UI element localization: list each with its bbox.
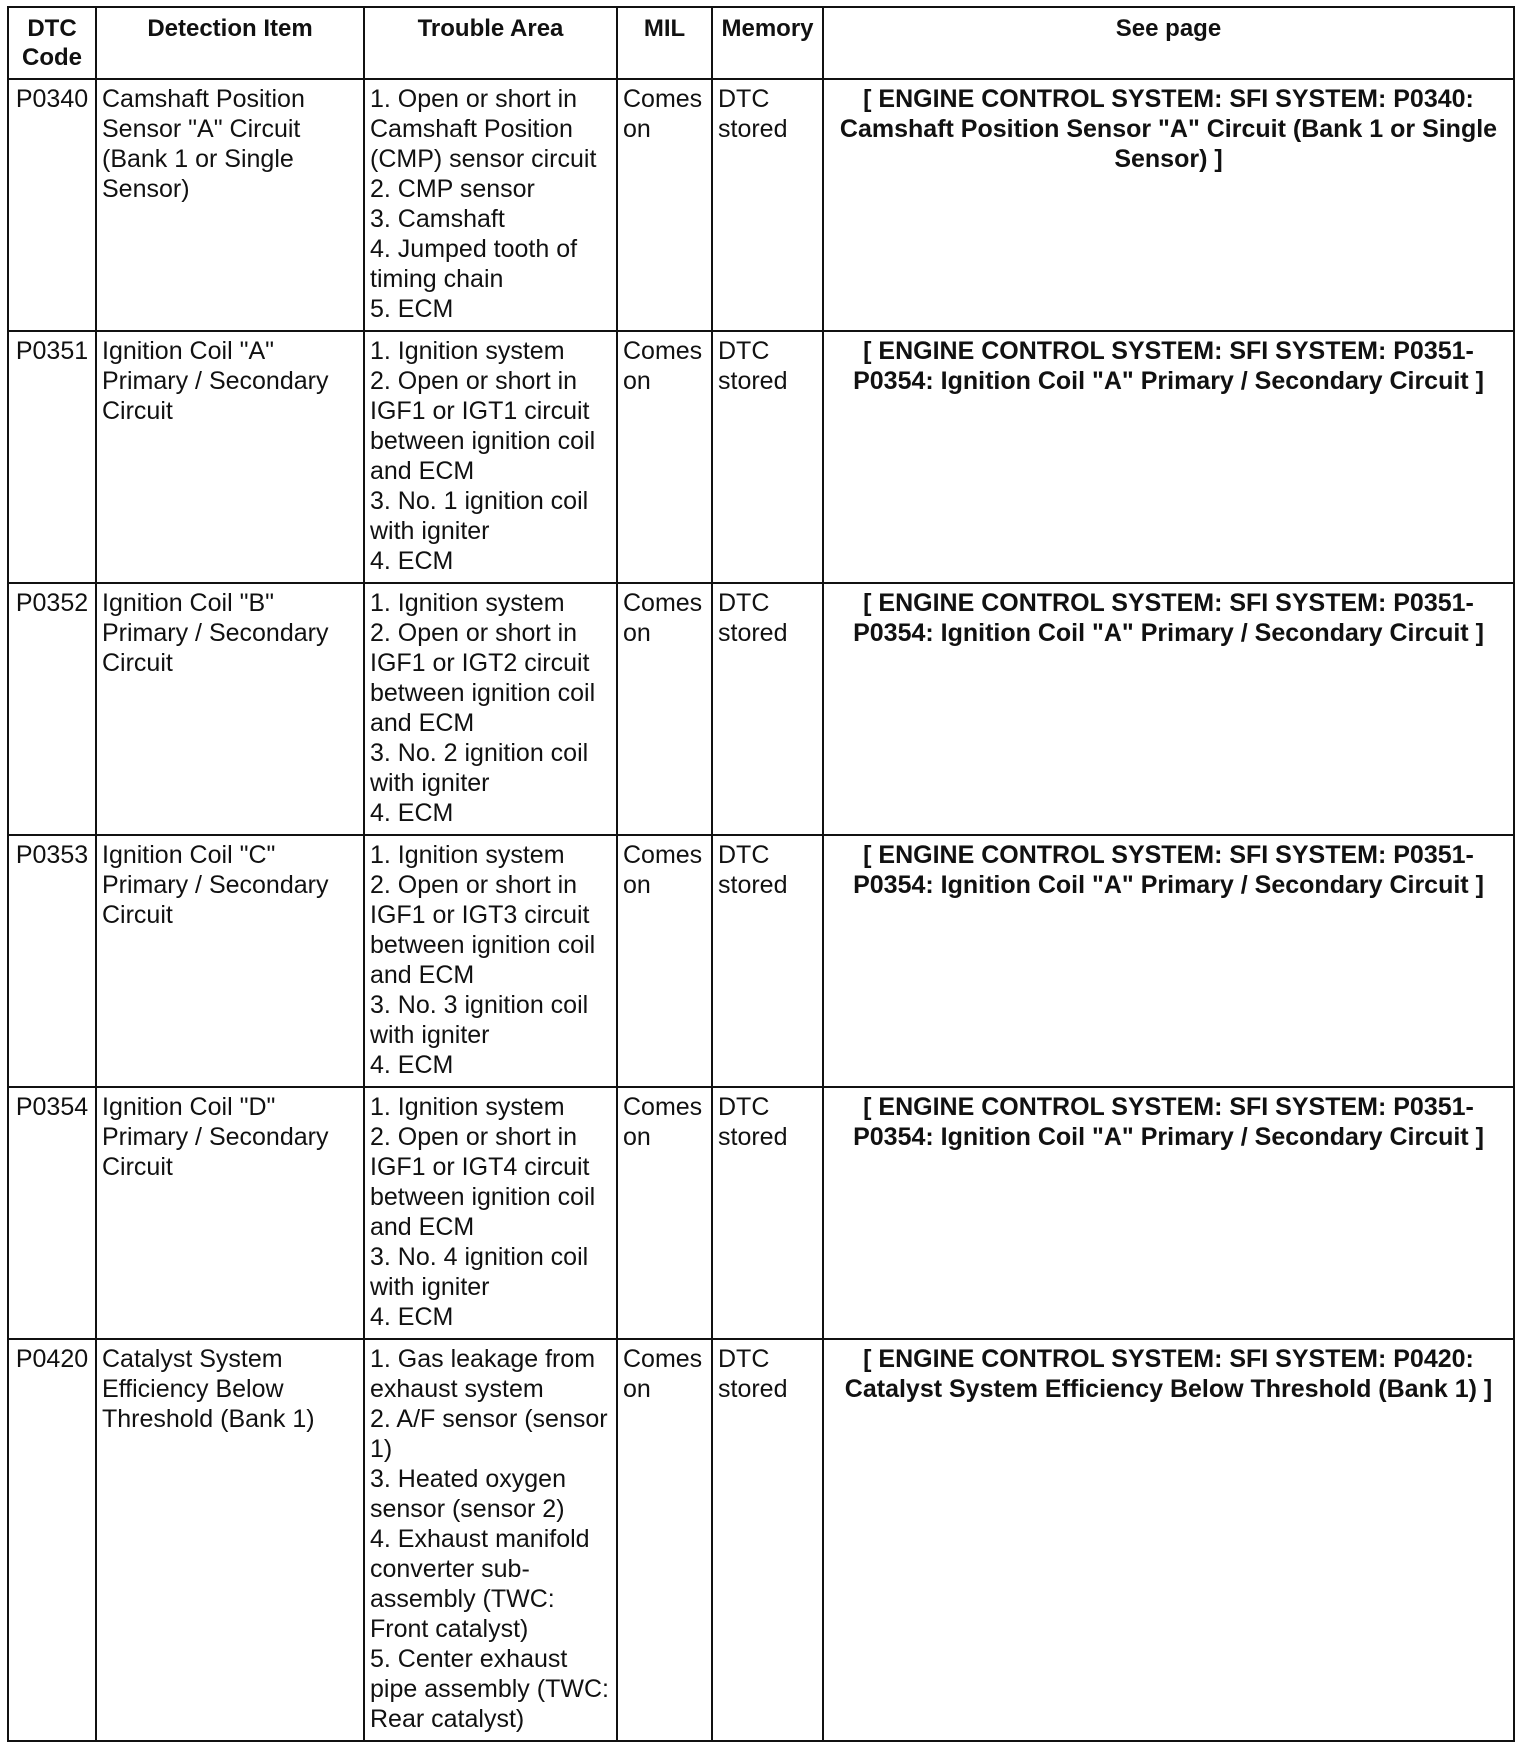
trouble-area-item: 3. No. 4 ignition coil with igniter: [370, 1243, 589, 1301]
trouble-area-item: 2. CMP sensor: [370, 175, 535, 203]
see-page-cell: [ ENGINE CONTROL SYSTEM: SFI SYSTEM: P0420: Catalyst System Efficiency Below Threshold (Bank 1) ]: [823, 1339, 1514, 1741]
memory-cell: DTC stored: [712, 1339, 823, 1741]
mil-cell: Comes on: [617, 79, 712, 331]
see-page-cell: [ ENGINE CONTROL SYSTEM: SFI SYSTEM: P0351-P0354: Ignition Coil "A" Primary / Secondary Circuit ]: [823, 835, 1514, 1087]
trouble-area-item: 3. No. 1 ignition coil with igniter: [370, 487, 589, 545]
trouble-area-cell: [364, 1087, 617, 1339]
trouble-area-item: 4. Jumped tooth of timing chain: [370, 235, 578, 293]
trouble-area-item: 3. No. 3 ignition coil with igniter: [370, 991, 589, 1049]
dtc-code-cell: P0352: [8, 583, 96, 835]
detection-item-cell: Catalyst System Efficiency Below Threshold (Bank 1): [96, 1339, 364, 1741]
table-row: [8, 1087, 1514, 1339]
trouble-area-item: 4. ECM: [370, 547, 454, 575]
memory-cell: DTC stored: [712, 835, 823, 1087]
trouble-area-item: 3. Heated oxygen sensor (sensor 2): [370, 1465, 566, 1523]
trouble-area-item: 3. Camshaft: [370, 205, 505, 233]
trouble-area-item: 2. Open or short in IGF1 or IGT2 circuit between ignition coil and ECM: [370, 619, 596, 737]
trouble-area-cell: [364, 1339, 617, 1741]
memory-cell: DTC stored: [712, 1087, 823, 1339]
trouble-area-cell: [364, 79, 617, 331]
mil-cell: Comes on: [617, 583, 712, 835]
trouble-area-item: 4. ECM: [370, 1051, 454, 1079]
trouble-area-item: 1. Gas leakage from exhaust system: [370, 1345, 596, 1403]
trouble-area-item: 1. Ignition system: [370, 1093, 565, 1121]
trouble-area-item: 2. A/F sensor (sensor 1): [370, 1405, 608, 1463]
header-row: [8, 7, 1514, 79]
trouble-area-item: 2. Open or short in IGF1 or IGT4 circuit between ignition coil and ECM: [370, 1123, 596, 1241]
dtc-table: [7, 6, 1515, 1742]
header-see-page: See page: [823, 7, 1514, 79]
trouble-area-cell: [364, 835, 617, 1087]
memory-cell: DTC stored: [712, 79, 823, 331]
header-detection-item: Detection Item: [96, 7, 364, 79]
dtc-code-cell: P0420: [8, 1339, 96, 1741]
detection-item-cell: Ignition Coil "A" Primary / Secondary Circuit: [96, 331, 364, 583]
trouble-area-item: 2. Open or short in IGF1 or IGT3 circuit between ignition coil and ECM: [370, 871, 596, 989]
detection-item-cell: Ignition Coil "B" Primary / Secondary Circuit: [96, 583, 364, 835]
mil-cell: Comes on: [617, 331, 712, 583]
see-page-cell: [ ENGINE CONTROL SYSTEM: SFI SYSTEM: P0351-P0354: Ignition Coil "A" Primary / Secondary Circuit ]: [823, 331, 1514, 583]
dtc-code-cell: P0340: [8, 79, 96, 331]
header-dtc-code-label: DTC Code: [22, 15, 82, 71]
trouble-area-item: 1. Ignition system: [370, 589, 565, 617]
header-mil: MIL: [617, 7, 712, 79]
table-header: [8, 7, 1514, 79]
trouble-area-item: 3. No. 2 ignition coil with igniter: [370, 739, 589, 797]
trouble-area-item: 2. Open or short in IGF1 or IGT1 circuit between ignition coil and ECM: [370, 367, 596, 485]
dtc-code-cell: P0353: [8, 835, 96, 1087]
mil-cell: Comes on: [617, 1339, 712, 1741]
see-page-cell: [ ENGINE CONTROL SYSTEM: SFI SYSTEM: P0351-P0354: Ignition Coil "A" Primary / Secondary Circuit ]: [823, 583, 1514, 835]
header-trouble-area: Trouble Area: [364, 7, 617, 79]
trouble-area-item: 1. Open or short in Camshaft Position (CMP) sensor circuit: [370, 85, 597, 173]
table-row: [8, 835, 1514, 1087]
trouble-area-item: 4. ECM: [370, 799, 454, 827]
table-row: [8, 79, 1514, 331]
dtc-code-cell: P0351: [8, 331, 96, 583]
trouble-area-item: 4. ECM: [370, 1303, 454, 1331]
trouble-area-item: 4. Exhaust manifold converter sub-assembly (TWC: Front catalyst): [370, 1525, 590, 1643]
table-row: [8, 583, 1514, 835]
table-row: [8, 331, 1514, 583]
trouble-area-item: 1. Ignition system: [370, 337, 565, 365]
detection-item-cell: Ignition Coil "C" Primary / Secondary Circuit: [96, 835, 364, 1087]
table-body: [8, 79, 1514, 1741]
header-dtc-code: [8, 7, 96, 79]
header-memory: Memory: [712, 7, 823, 79]
memory-cell: DTC stored: [712, 331, 823, 583]
trouble-area-item: 1. Ignition system: [370, 841, 565, 869]
memory-cell: DTC stored: [712, 583, 823, 835]
detection-item-cell: Ignition Coil "D" Primary / Secondary Circuit: [96, 1087, 364, 1339]
trouble-area-item: 5. Center exhaust pipe assembly (TWC: Rear catalyst): [370, 1645, 609, 1733]
see-page-cell: [ ENGINE CONTROL SYSTEM: SFI SYSTEM: P0340: Camshaft Position Sensor "A" Circuit (Bank 1 or Single Sensor) ]: [823, 79, 1514, 331]
detection-item-cell: Camshaft Position Sensor "A" Circuit (Bank 1 or Single Sensor): [96, 79, 364, 331]
dtc-code-cell: P0354: [8, 1087, 96, 1339]
trouble-area-cell: [364, 583, 617, 835]
trouble-area-cell: [364, 331, 617, 583]
mil-cell: Comes on: [617, 1087, 712, 1339]
mil-cell: Comes on: [617, 835, 712, 1087]
see-page-cell: [ ENGINE CONTROL SYSTEM: SFI SYSTEM: P0351-P0354: Ignition Coil "A" Primary / Secondary Circuit ]: [823, 1087, 1514, 1339]
table-row: [8, 1339, 1514, 1741]
trouble-area-item: 5. ECM: [370, 295, 454, 323]
